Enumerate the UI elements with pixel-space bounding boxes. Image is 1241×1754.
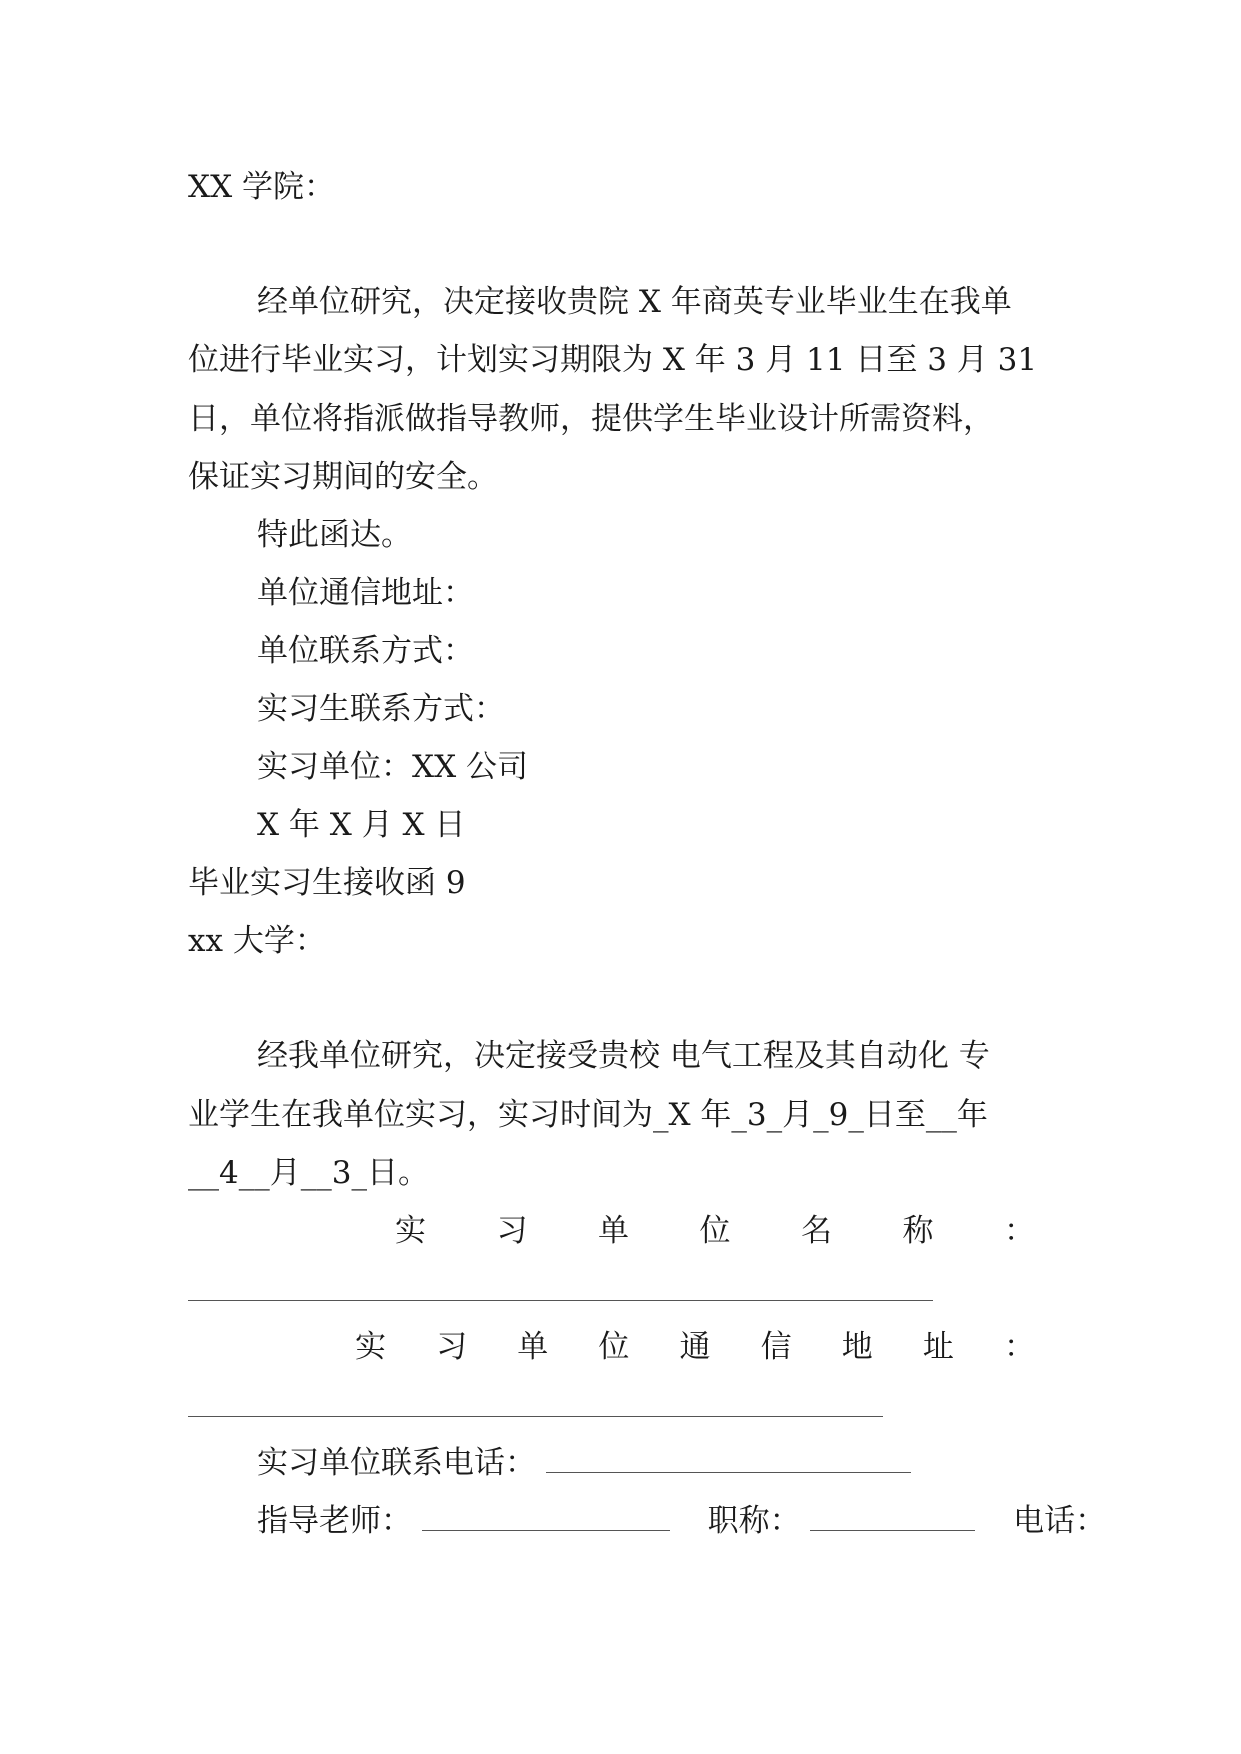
body-line: 保证实习期间的安全。 <box>188 459 498 495</box>
label-char: ： <box>1004 1213 1035 1249</box>
document-title: 毕业实习生接收函 9 <box>188 865 466 901</box>
unit-address-underline <box>188 1416 883 1417</box>
contact-label: 单位联系方式： <box>257 633 474 669</box>
label-char: 址 <box>922 1329 954 1365</box>
advisor-row <box>257 1501 1106 1541</box>
label-char: 名 <box>801 1213 832 1249</box>
body-line: 业学生在我单位实习，实习时间为_X 年_3_月_9_日至__年 <box>188 1097 988 1133</box>
label-char: 地 <box>841 1329 873 1365</box>
advisor-label: 指导老师： <box>257 1503 412 1539</box>
advisor-blank <box>422 1502 670 1531</box>
body-line: __4__月__3_日。 <box>188 1155 429 1191</box>
date-line: X 年 X 月 X 日 <box>257 807 466 843</box>
unit-label: 实习单位：XX 公司 <box>257 749 528 785</box>
body-line: 日，单位将指派做指导教师，提供学生毕业设计所需资料， <box>188 401 994 437</box>
label-char: 实 <box>355 1329 386 1365</box>
label-char: 单 <box>517 1329 549 1365</box>
salutation: xx 大学： <box>188 923 326 959</box>
label-char: 信 <box>760 1329 792 1365</box>
unit-name-label <box>395 1211 1035 1251</box>
body-line: 位进行毕业实习，计划实习期限为 X 年 3 月 11 日至 3 月 31 <box>188 342 1038 378</box>
label-char: 单 <box>598 1213 629 1249</box>
label-char: 实 <box>395 1213 426 1249</box>
tel-label: 电话： <box>1013 1503 1107 1539</box>
label-char: 位 <box>598 1329 630 1365</box>
phone-label: 实习单位联系电话： <box>257 1445 536 1481</box>
label-char: 习 <box>496 1213 528 1249</box>
closing-text: 特此函达。 <box>257 517 412 553</box>
intern-contact-label: 实习生联系方式： <box>257 691 505 727</box>
unit-name-underline <box>188 1300 933 1301</box>
body-line: 经单位研究，决定接收贵院 X 年商英专业毕业生在我单 <box>257 284 1012 320</box>
label-char: 习 <box>436 1329 468 1365</box>
body-line: 经我单位研究，决定接受贵校 电气工程及其自动化 专 <box>257 1038 990 1074</box>
label-char: 通 <box>679 1329 711 1365</box>
title-label: 职称： <box>707 1503 801 1539</box>
label-char: ： <box>1004 1329 1035 1365</box>
address-label: 单位通信地址： <box>257 575 474 611</box>
label-char: 称 <box>902 1213 934 1249</box>
phone-blank <box>546 1444 911 1473</box>
label-char: 位 <box>699 1213 731 1249</box>
salutation: XX 学院： <box>188 169 335 205</box>
phone-row <box>257 1443 911 1483</box>
title-blank <box>810 1502 975 1531</box>
unit-address-label <box>355 1327 1035 1367</box>
